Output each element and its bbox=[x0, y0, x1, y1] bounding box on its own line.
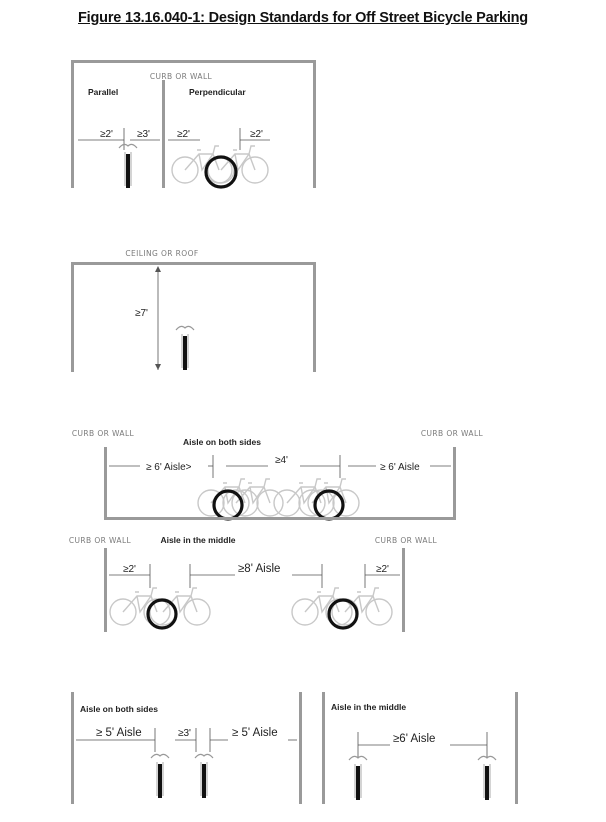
dim-label: ≥3' bbox=[137, 129, 150, 140]
aisle-dim-label: ≥8' Aisle bbox=[238, 563, 281, 575]
panel-front-aisle-both-sides bbox=[71, 692, 302, 804]
parked-bicycle bbox=[195, 754, 213, 798]
panel-ceiling-height bbox=[71, 249, 316, 372]
parked-bicycle bbox=[119, 144, 137, 188]
ghost-bicycle bbox=[332, 588, 392, 625]
panel-aisle-middle bbox=[69, 535, 438, 632]
ghost-bicycle bbox=[110, 588, 170, 625]
dim-label: ≥ 6' Aisle bbox=[380, 462, 420, 473]
dim-label: ≥4' bbox=[275, 455, 288, 466]
dim-label: ≥2' bbox=[177, 129, 190, 140]
dim-label: ≥2' bbox=[123, 564, 136, 575]
panel-label: Aisle in the middle bbox=[160, 535, 236, 545]
bike-rack bbox=[214, 491, 242, 519]
parked-bicycle bbox=[349, 756, 367, 800]
aisle-dim-label: ≥ 5' Aisle bbox=[232, 727, 278, 739]
dim-label: ≥2' bbox=[250, 129, 263, 140]
ghost-bicycle bbox=[172, 146, 232, 183]
ghost-bicycle bbox=[150, 588, 210, 625]
dim-label: ≥ 6' Aisle> bbox=[146, 462, 192, 473]
divider-wall bbox=[162, 80, 165, 188]
curb-wall-caption: CURB OR WALL bbox=[149, 72, 213, 81]
panel-label: Aisle on both sides bbox=[183, 437, 261, 447]
parked-bicycle bbox=[478, 756, 496, 800]
curb-wall bbox=[71, 60, 316, 63]
perpendicular-label: Perpendicular bbox=[189, 87, 246, 97]
panel-front-aisle-middle bbox=[322, 692, 518, 804]
aisle-dim-label: ≥ 5' Aisle bbox=[96, 727, 142, 739]
floor bbox=[104, 517, 456, 520]
ghost-bicycle bbox=[292, 588, 352, 625]
dim-label: ≥2' bbox=[100, 129, 113, 140]
dim-label: ≥3' bbox=[178, 728, 191, 739]
parked-bicycle bbox=[176, 326, 194, 370]
panel-parallel-perpendicular bbox=[71, 60, 316, 188]
ghost-bicycle bbox=[274, 479, 334, 516]
curb-wall-caption: CURB OR WALL bbox=[420, 429, 484, 438]
parallel-label: Parallel bbox=[88, 87, 119, 97]
curb-wall-caption: CURB OR WALL bbox=[374, 536, 438, 545]
ceiling-caption: CEILING OR ROOF bbox=[125, 249, 199, 258]
aisle-dim-label: ≥6' Aisle bbox=[393, 733, 436, 745]
figure-title: Figure 13.16.040-1: Design Standards for Off Street Bicycle Parking bbox=[78, 10, 528, 26]
curb-wall-caption: CURB OR WALL bbox=[68, 536, 132, 545]
panel-aisle-both-sides bbox=[72, 429, 484, 520]
ghost-bicycle bbox=[198, 479, 258, 516]
height-label: ≥7' bbox=[135, 308, 148, 319]
dim-label: ≥2' bbox=[376, 564, 389, 575]
ceiling bbox=[71, 262, 316, 265]
bike-rack bbox=[315, 491, 343, 519]
parked-bicycle bbox=[151, 754, 169, 798]
panel-label: Aisle in the middle bbox=[331, 702, 407, 712]
panel-label: Aisle on both sides bbox=[80, 704, 158, 714]
curb-wall-caption: CURB OR WALL bbox=[71, 429, 135, 438]
